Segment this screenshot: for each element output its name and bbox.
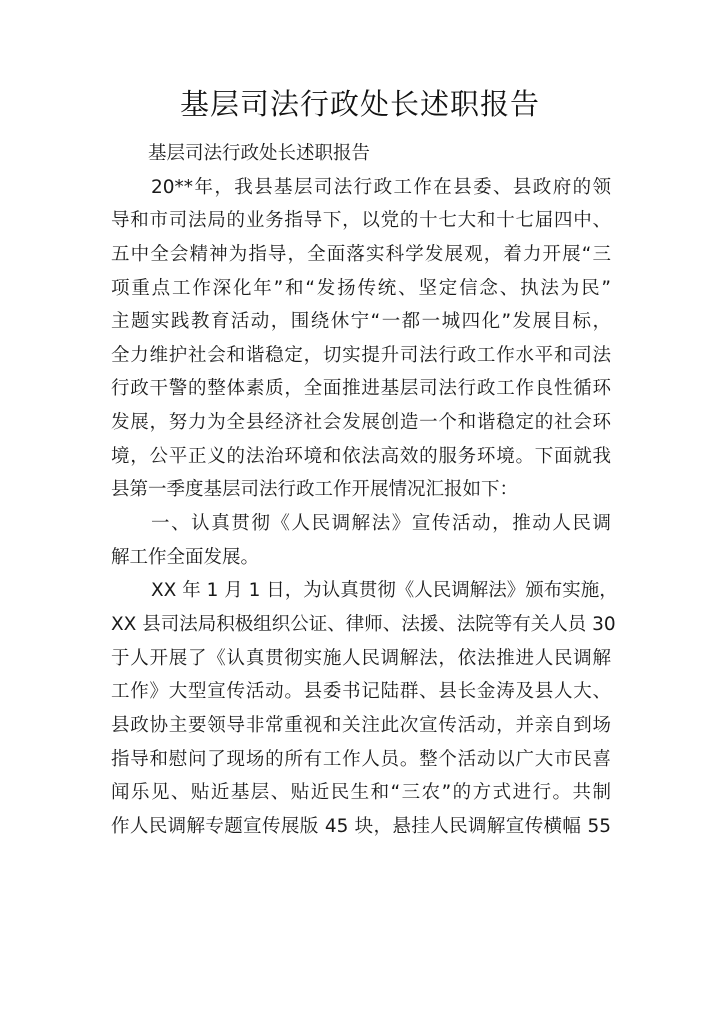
paragraph-line: 导和市司法局的业务指导下，以党的十七大和十七届四中、: [111, 210, 611, 232]
paragraph-line: XX 年 1 月 1 日，为认真贯彻《人民调解法》颁布实施，: [151, 580, 618, 602]
paragraph-line: 项重点工作深化年”和“发扬传统、坚定信念、执法为民”: [111, 277, 611, 299]
paragraph-line: 一、认真贯彻《人民调解法》宣传活动，推动人民调: [151, 513, 611, 535]
paragraph-line: XX 县司法局积极组织公证、律师、法援、法院等有关人员 30: [111, 613, 616, 635]
paragraph-line: 县第一季度基层司法行政工作开展情况汇报如下：: [111, 479, 519, 501]
paragraph-line: 五中全会精神为指导，全面落实科学发展观，着力开展“三: [111, 243, 611, 265]
paragraph-line: 解工作全面发展。: [111, 546, 260, 568]
document-body: [111, 137, 618, 843]
paragraph-line: 闻乐见、贴近基层、贴近民生和“三农”的方式进行。共制: [111, 782, 611, 804]
paragraph-line: 县政协主要领导非常重视和关注此次宣传活动，并亲自到场: [111, 714, 611, 736]
document-title: 基层司法行政处长述职报告: [179, 87, 540, 121]
paragraph-line: 于人开展了《认真贯彻实施人民调解法，依法推进人民调解: [111, 647, 611, 669]
paragraph-line: 作人民调解专题宣传展版 45 块，悬挂人民调解宣传横幅 55: [111, 815, 611, 837]
paragraph-line: 发展，努力为全县经济社会发展创造一个和谐稳定的社会环: [111, 412, 611, 434]
document-subtitle: 基层司法行政处长述职报告: [148, 143, 371, 164]
paragraph-line: 主题实践教育活动，围绕休宁“一都一城四化”发展目标，: [111, 311, 611, 333]
paragraph-line: 工作》大型宣传活动。县委书记陆群、县长金涛及县人大、: [111, 681, 611, 703]
paragraph-line: 全力维护社会和谐稳定，切实提升司法行政工作水平和司法: [111, 344, 611, 366]
paragraph-line: 行政干警的整体素质，全面推进基层司法行政工作良性循环: [111, 378, 611, 400]
paragraph-line: 指导和慰问了现场的所有工作人员。整个活动以广大市民喜: [111, 748, 611, 770]
paragraph-line: 境，公平正义的法治环境和依法高效的服务环境。下面就我: [111, 445, 611, 467]
paragraph-line: 20**年，我县基层司法行政工作在县委、县政府的领: [151, 176, 611, 198]
